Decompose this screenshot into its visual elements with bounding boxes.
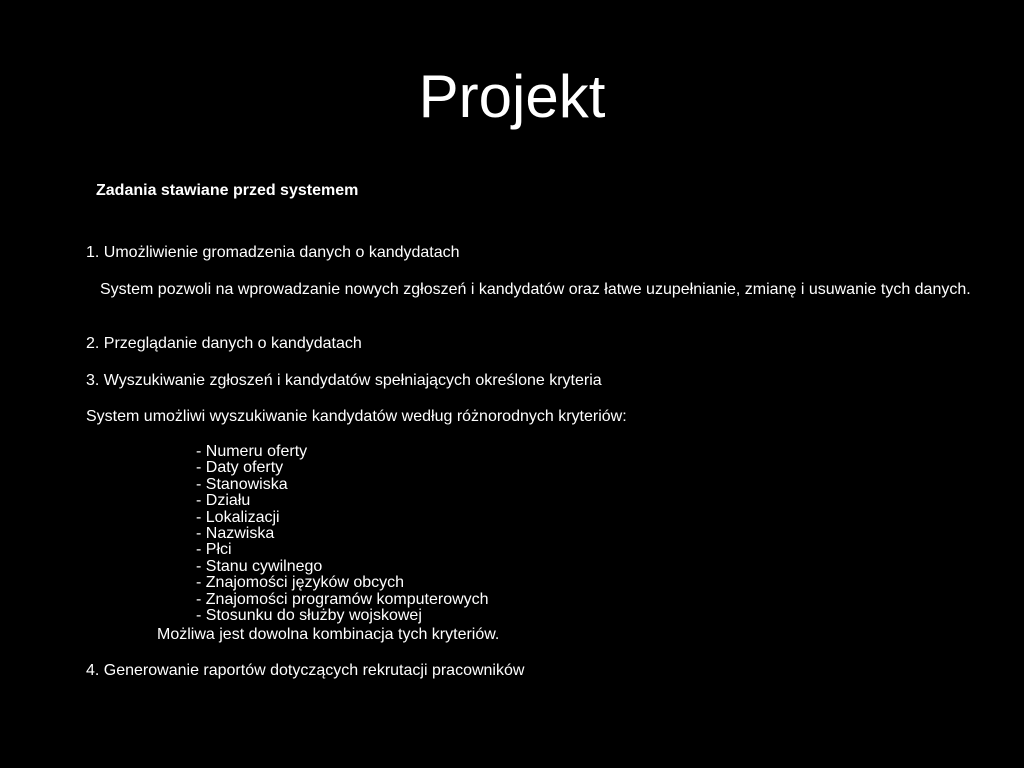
criteria-item: - Znajomości języków obcych xyxy=(196,574,405,592)
task-1-heading: 1. Umożliwienie gromadzenia danych o kandydatach xyxy=(86,244,460,261)
task-1-description: System pozwoli na wprowadzanie nowych zgłoszeń i kandydatów oraz łatwe uzupełnianie, zmianę i usuwanie tych danych. xyxy=(100,281,971,298)
combination-note: Możliwa jest dowolna kombinacja tych kryteriów. xyxy=(157,626,500,643)
slide-subtitle: Zadania stawiane przed systemem xyxy=(96,182,359,199)
criteria-item: - Daty oferty xyxy=(196,459,284,477)
criteria-item: - Znajomości programów komputerowych xyxy=(196,590,489,608)
criteria-item: - Nazwiska xyxy=(196,525,275,543)
criteria-item: - Stanu cywilnego xyxy=(196,557,323,575)
task-2-heading: 2. Przeglądanie danych o kandydatach xyxy=(86,335,362,352)
criteria-item: - Stosunku do służby wojskowej xyxy=(196,607,422,625)
search-intro-text: System umożliwi wyszukiwanie kandydatów według różnorodnych kryteriów: xyxy=(86,408,627,425)
criteria-item: - Numeru oferty xyxy=(196,443,308,460)
criteria-item: - Działu xyxy=(196,492,251,510)
task-4-heading: 4. Generowanie raportów dotyczących rekrutacji pracowników xyxy=(86,662,525,679)
criteria-item: - Stanowiska xyxy=(196,475,288,493)
search-criteria-list xyxy=(196,444,489,624)
task-3-heading: 3. Wyszukiwanie zgłoszeń i kandydatów spełniających określone kryteria xyxy=(86,372,602,389)
slide-title: Projekt xyxy=(418,63,606,130)
criteria-item: - Płci xyxy=(196,541,232,559)
criteria-item: - Lokalizacji xyxy=(196,508,280,526)
